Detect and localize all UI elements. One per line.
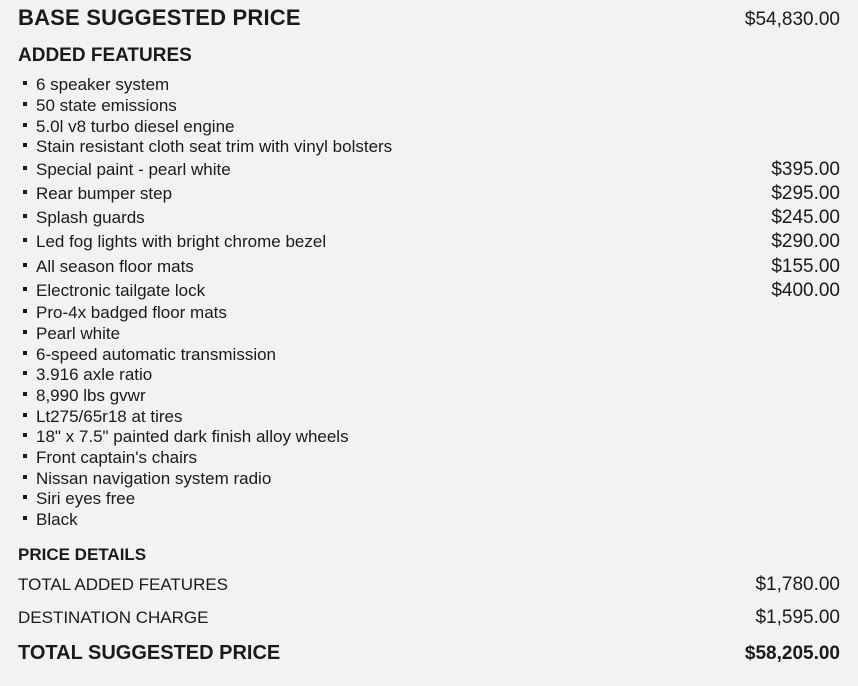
- feature-label: Lt275/65r18 at tires: [36, 406, 183, 426]
- feature-label: Nissan navigation system radio: [36, 468, 272, 488]
- feature-label: 6 speaker system: [36, 75, 170, 95]
- bullet-icon: [23, 263, 27, 267]
- feature-item: [18, 116, 840, 137]
- bullet-icon: [23, 433, 27, 437]
- bullet-icon: [23, 330, 27, 334]
- total-suggested-price-row: [18, 642, 840, 665]
- feature-label: 8,990 lbs gvwr: [36, 385, 146, 405]
- feature-item: [18, 255, 840, 279]
- feature-item-left: [18, 96, 177, 116]
- feature-item-left: [18, 208, 145, 228]
- feature-item-left: [18, 184, 172, 204]
- feature-item-left: [18, 427, 349, 447]
- feature-label: 50 state emissions: [36, 96, 177, 116]
- feature-item-left: [18, 160, 231, 180]
- feature-price: $395.00: [771, 158, 840, 180]
- feature-price: $400.00: [771, 279, 840, 301]
- feature-item-left: [18, 117, 234, 137]
- feature-item-left: [18, 137, 392, 157]
- feature-item: [18, 324, 840, 345]
- feature-label: 3.916 axle ratio: [36, 365, 153, 385]
- feature-item-left: [18, 489, 135, 509]
- feature-label: 5.0l v8 turbo diesel engine: [36, 116, 235, 136]
- feature-item: [18, 406, 840, 427]
- feature-item: [18, 427, 840, 448]
- total-suggested-price-value: $58,205.00: [744, 643, 840, 664]
- total-added-features-row: [18, 574, 840, 596]
- feature-price: $290.00: [771, 231, 840, 253]
- bullet-icon: [23, 371, 27, 375]
- feature-item-left: [18, 510, 78, 530]
- feature-item-left: [18, 257, 194, 277]
- feature-item-left: [18, 324, 120, 344]
- feature-label: Led fog lights with bright chrome bezel: [36, 232, 327, 252]
- feature-label: Rear bumper step: [36, 184, 173, 204]
- feature-item-left: [18, 75, 169, 95]
- feature-label: Black: [36, 510, 78, 530]
- feature-item: [18, 344, 840, 365]
- bullet-icon: [23, 123, 27, 127]
- bullet-icon: [23, 287, 27, 291]
- bullet-icon: [23, 475, 27, 479]
- feature-label: Stain resistant cloth seat trim with vinyl bolsters: [36, 137, 393, 157]
- feature-label: Electronic tailgate lock: [36, 280, 206, 300]
- feature-item-left: [18, 469, 271, 489]
- bullet-icon: [23, 495, 27, 499]
- base-price-label: BASE SUGGESTED PRICE: [18, 5, 301, 30]
- bullet-icon: [23, 166, 27, 170]
- feature-item: [18, 206, 840, 230]
- base-price-row: [18, 5, 840, 31]
- feature-item-left: [18, 232, 326, 252]
- feature-item: [18, 279, 840, 303]
- feature-label: Pearl white: [36, 323, 121, 343]
- base-price-value: $54,830.00: [744, 9, 840, 30]
- feature-label: Special paint - pearl white: [36, 159, 231, 179]
- feature-price: $245.00: [771, 207, 840, 229]
- bullet-icon: [23, 190, 27, 194]
- feature-item-left: [18, 303, 227, 323]
- bullet-icon: [23, 143, 27, 147]
- feature-item: [18, 510, 840, 531]
- feature-item-left: [18, 407, 182, 427]
- bullet-icon: [23, 81, 27, 85]
- destination-charge-row: [18, 607, 840, 629]
- feature-item: [18, 489, 840, 510]
- feature-item: [18, 137, 840, 158]
- destination-charge-value: $1,595.00: [755, 607, 840, 628]
- feature-item: [18, 303, 840, 324]
- bullet-icon: [23, 413, 27, 417]
- feature-label: All season floor mats: [36, 256, 194, 276]
- feature-item-left: [18, 386, 146, 406]
- price-details-heading: PRICE DETAILS: [18, 545, 147, 564]
- total-suggested-price-label: TOTAL SUGGESTED PRICE: [18, 642, 281, 664]
- bullet-icon: [23, 454, 27, 458]
- feature-label: Siri eyes free: [36, 489, 136, 509]
- bullet-icon: [23, 214, 27, 218]
- bullet-icon: [23, 516, 27, 520]
- feature-item: [18, 448, 840, 469]
- feature-item: [18, 158, 840, 182]
- total-added-features-value: $1,780.00: [755, 574, 840, 595]
- bullet-icon: [23, 238, 27, 242]
- feature-item: [18, 182, 840, 206]
- feature-item-left: [18, 448, 197, 468]
- bullet-icon: [23, 102, 27, 106]
- feature-item-left: [18, 365, 152, 385]
- feature-price: $295.00: [771, 183, 840, 205]
- added-features-heading: ADDED FEATURES: [18, 45, 192, 66]
- feature-item: [18, 386, 840, 407]
- bullet-icon: [23, 392, 27, 396]
- destination-charge-label: DESTINATION CHARGE: [18, 608, 209, 627]
- added-features-list: [18, 75, 840, 530]
- feature-label: 18" x 7.5" painted dark finish alloy wheels: [36, 427, 349, 447]
- feature-item: [18, 96, 840, 117]
- feature-item: [18, 75, 840, 96]
- feature-label: 6-speed automatic transmission: [36, 344, 277, 364]
- bullet-icon: [23, 351, 27, 355]
- feature-item: [18, 230, 840, 254]
- feature-label: Pro-4x badged floor mats: [36, 303, 227, 323]
- feature-item: [18, 365, 840, 386]
- feature-item-left: [18, 281, 205, 301]
- feature-label: Splash guards: [36, 208, 145, 228]
- feature-item-left: [18, 345, 276, 365]
- bullet-icon: [23, 309, 27, 313]
- feature-item: [18, 468, 840, 489]
- total-added-features-label: TOTAL ADDED FEATURES: [18, 575, 229, 594]
- feature-label: Front captain's chairs: [36, 448, 198, 468]
- feature-price: $155.00: [771, 255, 840, 277]
